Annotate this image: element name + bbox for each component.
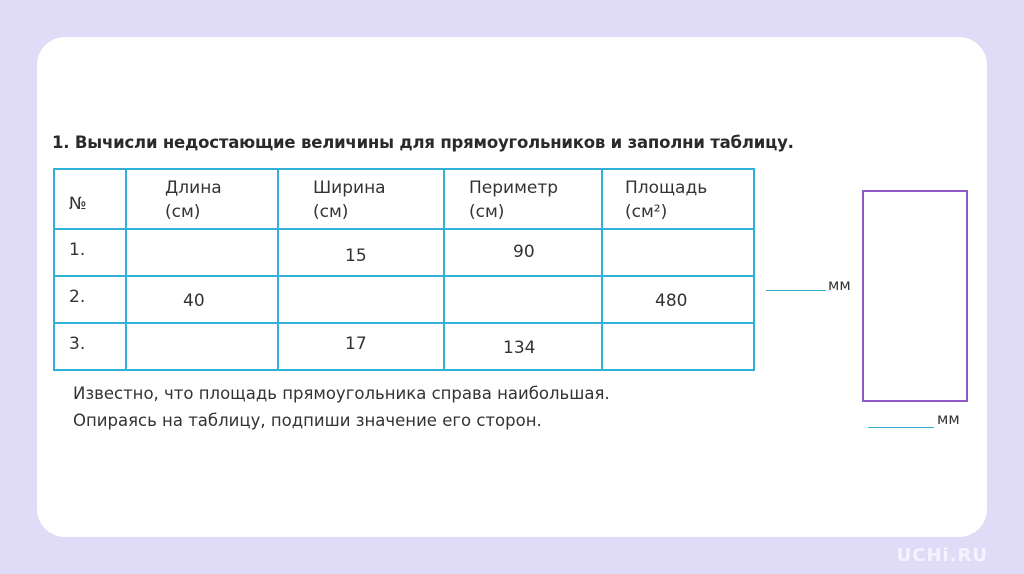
header-area-label: Площадь: [625, 178, 708, 198]
width-value: 17: [345, 334, 367, 354]
brand-logo: UCHi.RU: [896, 545, 988, 566]
header-length: [126, 169, 278, 229]
perimeter-value: 134: [503, 338, 536, 358]
row-number-cell: [54, 276, 126, 323]
length-cell[interactable]: [126, 323, 278, 370]
task-note: [73, 380, 610, 434]
perimeter-cell[interactable]: [444, 323, 602, 370]
header-number: [54, 169, 126, 229]
rectangle-figure: [862, 190, 968, 402]
area-cell[interactable]: [602, 323, 754, 370]
width-cell[interactable]: [278, 229, 444, 276]
note-line-1: Известно, что площадь прямоугольника справа наибольшая.: [73, 384, 610, 403]
table-row: [54, 229, 754, 276]
row-number-cell: [54, 229, 126, 276]
length-cell[interactable]: [126, 229, 278, 276]
table-row: [54, 276, 754, 323]
bottom-length-unit: мм: [937, 410, 960, 428]
width-cell[interactable]: [278, 276, 444, 323]
header-perimeter-label: Периметр: [469, 178, 559, 198]
row-number: 3.: [69, 334, 86, 354]
values-table: [53, 168, 755, 371]
header-number-label: №: [69, 194, 87, 214]
side-length-unit: мм: [828, 276, 851, 294]
side-length-blank[interactable]: [766, 290, 826, 291]
length-cell[interactable]: [126, 276, 278, 323]
table-row: [54, 323, 754, 370]
note-line-2: Опираясь на таблицу, подпиши значение его сторон.: [73, 411, 542, 430]
width-cell[interactable]: [278, 323, 444, 370]
header-width-label: Ширина: [313, 178, 386, 198]
area-value: 480: [655, 291, 688, 311]
header-area: [602, 169, 754, 229]
header-perimeter: [444, 169, 602, 229]
perimeter-cell[interactable]: [444, 276, 602, 323]
width-value: 15: [345, 246, 367, 266]
header-length-unit: (см): [165, 202, 201, 222]
length-value: 40: [183, 291, 205, 311]
header-width-unit: (см): [313, 202, 349, 222]
task-title: 1. Вычисли недостающие величины для прямоугольников и заполни таблицу.: [52, 133, 794, 152]
perimeter-value: 90: [513, 242, 535, 262]
table-header-row: [54, 169, 754, 229]
header-length-label: Длина: [165, 178, 222, 198]
area-cell[interactable]: [602, 229, 754, 276]
header-perimeter-unit: (см): [469, 202, 505, 222]
header-area-unit: (см²): [625, 202, 668, 222]
header-width: [278, 169, 444, 229]
bottom-length-blank[interactable]: [868, 427, 934, 428]
row-number-cell: [54, 323, 126, 370]
perimeter-cell[interactable]: [444, 229, 602, 276]
area-cell[interactable]: [602, 276, 754, 323]
row-number: 1.: [69, 240, 86, 260]
row-number: 2.: [69, 287, 86, 307]
